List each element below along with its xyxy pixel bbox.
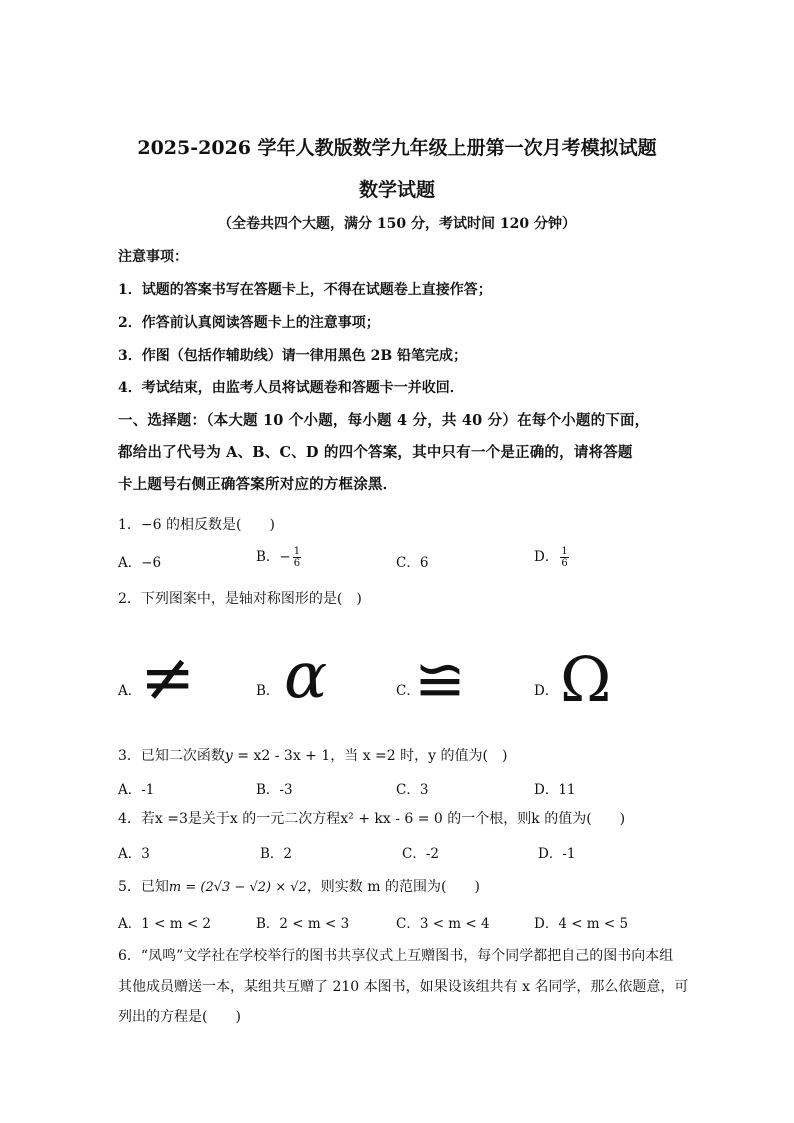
- fraction-denominator: 6: [293, 558, 301, 569]
- fraction-denominator: 6: [561, 558, 568, 569]
- notice-item: 4．考试结束，由监考人员将试题卷和答题卡一并收回．: [118, 380, 464, 396]
- omega-symbol: Ω: [560, 643, 612, 716]
- notice-heading: 注意事项：: [118, 249, 188, 265]
- fraction-numerator: 1: [561, 546, 568, 557]
- section-heading-line: 一、选择题：（本大题 10 个小题，每小题 4 分，共 40 分）在每个小题的下面，: [118, 412, 650, 429]
- q3-stem-equation: = x2 - 3x + 1，当 x =2 时，y 的值为( ): [232, 748, 508, 764]
- question-5-stem: [118, 876, 480, 896]
- question-1-stem: 1．−6 的相反数是( ): [118, 517, 275, 533]
- exam-info: （全卷共四个大题，满分 150 分，考试时间 120 分钟）: [218, 216, 576, 232]
- q5-formula: m = (2√3 − √2) × √2: [168, 880, 307, 895]
- q5-stem-prefix: 5．已知: [118, 879, 169, 895]
- notice-item: 3．作图（包括作辅助线）请一律用黑色 2B 铅笔完成；: [118, 348, 468, 364]
- q1-option-a: A．−6: [118, 555, 162, 571]
- q5-option-a: A．1 < m < 2: [118, 916, 212, 932]
- question-3-stem: [118, 745, 507, 765]
- exam-title: 2025-2026 学年人教版数学九年级上册第一次月考模拟试题: [137, 137, 657, 159]
- q3-option-c: C．3: [396, 782, 429, 798]
- q1-option-d-prefix: D．: [534, 549, 559, 565]
- q1-option-c: C．6: [396, 555, 429, 571]
- q1-option-b-fraction: [293, 546, 301, 569]
- question-6-line: 其他成员赠送一本，某组共互赠了 210 本图书，如果设该组共有 x 名同学，那么依题意，可: [118, 979, 689, 995]
- notice-item: 2．作答前认真阅读答题卡上的注意事项；: [118, 315, 380, 331]
- q3-option-b: B．-3: [256, 782, 293, 798]
- section-heading-line: 卡上题号右侧正确答案所对应的方框涂黑．: [118, 476, 398, 493]
- q2-option-c-label: C．: [396, 683, 420, 699]
- q5-stem-suffix: ，则实数 m 的范围为( ): [306, 879, 480, 895]
- q5-option-b: B．2 < m < 3: [256, 916, 350, 932]
- q2-option-a-label: A．: [118, 683, 142, 699]
- q4-option-a: A．3: [118, 846, 150, 862]
- q1-option-d-fraction: [560, 546, 568, 569]
- question-4-stem: 4．若x =3是关于x 的一元二次方程x² + kx - 6 = 0 的一个根，则k 的值为( ): [118, 811, 626, 827]
- q1-option-b: [256, 545, 301, 569]
- question-6-line: 列出的方程是( ): [118, 1009, 241, 1025]
- fraction-numerator: 1: [293, 546, 301, 557]
- q4-option-d: D．-1: [538, 846, 576, 862]
- notice-item: 1．试题的答案书写在答题卡上，不得在试题卷上直接作答；: [118, 282, 492, 298]
- question-2-stem: 2．下列图案中，是轴对称图形的是( ): [118, 591, 362, 607]
- q3-var-y: y: [224, 748, 233, 764]
- q1-option-b-prefix: B．−: [256, 549, 291, 565]
- q3-option-d: D．11: [534, 782, 576, 798]
- q1-option-d: [534, 545, 569, 569]
- q3-stem-prefix: 3．已知二次函数: [118, 748, 225, 764]
- alpha-symbol: α: [284, 639, 328, 713]
- q5-option-d: D．4 < m < 5: [534, 916, 629, 932]
- not-equal-symbol: ≠: [140, 639, 196, 716]
- q2-option-d-label: D．: [534, 683, 559, 699]
- q5-option-c: C．3 < m < 4: [396, 916, 490, 932]
- q4-option-b: B．2: [260, 846, 293, 862]
- congruent-symbol: ≌: [414, 643, 466, 716]
- q3-option-a: A．-1: [118, 782, 155, 798]
- question-6-line: 6．“凤鸣”文学社在学校举行的图书共享仪式上互赠图书，每个同学都把自己的图书向本组: [118, 948, 674, 964]
- q2-option-b-label: B．: [256, 683, 280, 699]
- exam-subtitle: 数学试题: [358, 179, 435, 201]
- q4-option-c: C．-2: [402, 846, 439, 862]
- section-heading-line: 都给出了代号为 A、B、C、D 的四个答案，其中只有一个是正确的，请将答题: [118, 444, 633, 461]
